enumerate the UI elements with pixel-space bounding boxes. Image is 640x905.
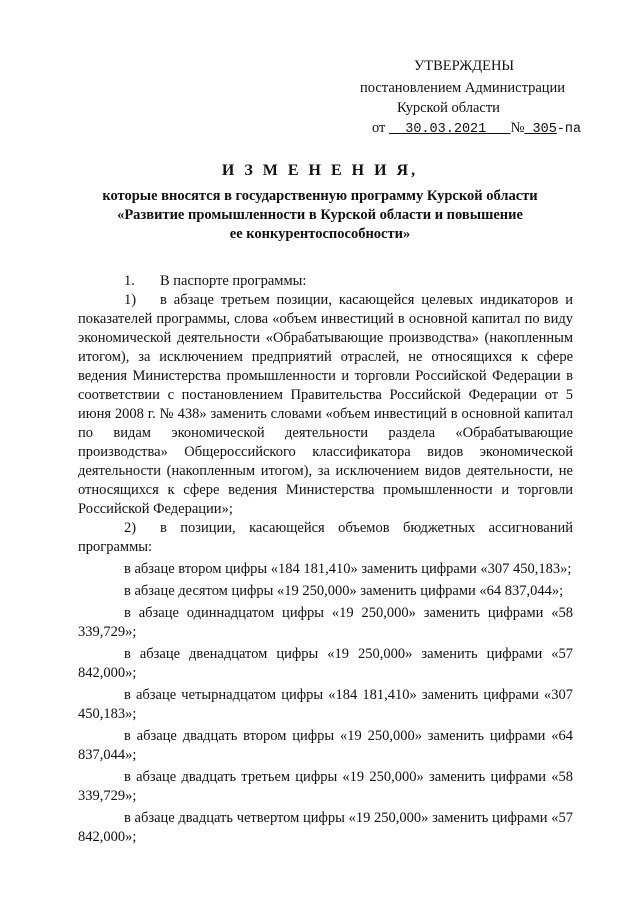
approval-line1: постановлением Администрации [360,80,566,96]
number-prefix: № [510,120,525,136]
heading-sub1: которые вносятся в государственную программу Курской области [102,188,538,204]
changes-list [78,560,573,847]
heading-sub2: «Развитие промышленности в Курской области и повышение [117,207,523,223]
approval-date-line [372,120,581,137]
change-item: в абзаце одиннадцатом цифры «19 250,000» заменить цифрами «58 339,729»; [78,605,573,640]
approval-date: 30.03.2021 [405,122,487,137]
change-item: в абзаце десятом цифры «19 250,000» заменить цифрами «64 837,044»; [124,583,564,599]
heading-sub3: ее конкурентоспособности» [229,226,411,242]
approval-title: УТВЕРЖДЕНЫ [414,58,515,74]
change-item: в абзаце двадцать четвертом цифры «19 250,000» заменить цифрами «57 842,000»; [78,810,573,845]
subitem-1: 1) в абзаце третьем позиции, касающейся целевых индикаторов и показателей программы, слова «объем инвестиций в основной капитал по виду экономической деятельности «Обрабатывающие производства» (накопленным итогом), за исключением предприятий отраслей, не относящихся к сфере ведения Министерства промышленности и торговли Российской Федерации в соответствии с постановлением Правительства Российской Федерации от 5 июня 2008 г. № 438» заменить словами «объем инвестиций в основной капитал по видам экономической деятельности раздела «Обрабатывающие производства» Общероссийского классификатора видов экономической деятельности (накопленным итогом), за исключением видов деятельности, не относящихся к сфере ведения Министерства промышленности и торговли Российской Федерации»; [78,292,573,517]
document-body [78,272,573,847]
heading [60,162,580,244]
approval-number: 305 [532,122,557,137]
number-suffix: -па [556,122,582,137]
change-item: в абзаце двенадцатом цифры «19 250,000» заменить цифрами «57 842,000»; [78,646,573,681]
change-item: в абзаце двадцать втором цифры «19 250,000» заменить цифрами «64 837,044»; [78,728,573,763]
approval-line2: Курской области [397,100,500,116]
heading-title: И З М Е Н Е Н И Я, [221,162,419,179]
change-item: в абзаце двадцать третьем цифры «19 250,000» заменить цифрами «58 339,729»; [78,769,573,804]
change-item: в абзаце втором цифры «184 181,410» заменить цифрами «307 450,183»; [124,561,572,577]
change-item: в абзаце четырнадцатом цифры «184 181,410» заменить цифрами «307 450,183»; [78,687,573,722]
subitem-2: 2) в позиции, касающейся объемов бюджетных ассигнований программы: [78,520,573,555]
date-prefix: от [372,120,386,136]
item-1: 1. В паспорте программы: [124,273,307,289]
